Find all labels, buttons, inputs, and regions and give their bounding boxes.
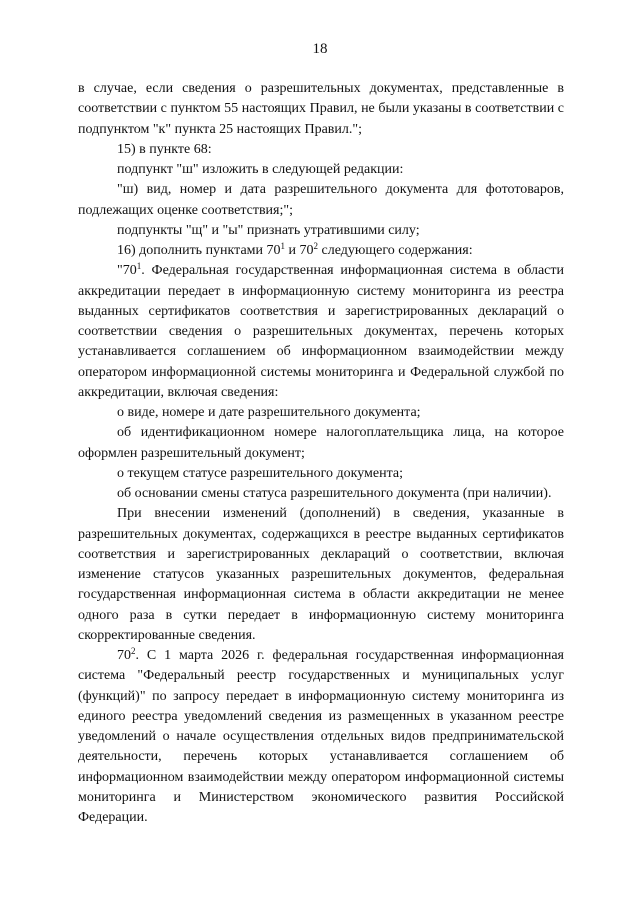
paragraph-info-kind: о виде, номере и дате разрешительного документа; xyxy=(117,405,421,420)
superscript-2: 2 xyxy=(313,241,319,251)
paragraph-70-2 xyxy=(78,646,564,828)
paragraph-info-status-change: об основании смены статуса разрешительного документа (при наличии). xyxy=(117,486,552,501)
paragraph-info-status: о текущем статусе разрешительного документа; xyxy=(117,465,403,481)
paragraph-70-1 xyxy=(78,261,564,403)
paragraph-item-15: 15) в пункте 68: xyxy=(117,141,212,157)
page-number: 18 xyxy=(312,41,328,57)
paragraph-changes: При внесении изменений (дополнений) в сведения, указанные в разрешительных документах, содержащихся в реестре выданных сертификатов соответствия и зарегистрированных деклараций о соответствии, включая изменение статусов указанных разрешительных документов, федеральная государственная информационная система в области аккредитации не менее одного раза в сутки передает в информационную систему мониторинга скорректированные сведения. xyxy=(78,506,564,643)
paragraph-subitem-sh-text: "ш) вид, номер и дата разрешительного документа для фототоваров, подлежащих оценке соответствия;"; xyxy=(78,182,564,218)
paragraph-subitem-sh: подпункт "ш" изложить в следующей редакции: xyxy=(117,162,404,177)
paragraph-item-16 xyxy=(78,241,564,261)
paragraph-70-1-text: . Федеральная государственная информационная система в области аккредитации передает в информационную систему мониторинга из реестра выданных сертификатов соответствия и зарегистрированных деклараций о соответствии сведения о разрешительных документах, перечень которых устанавливается соглашением об информационном взаимодействии между оператором информационной системы мониторинга и Федеральной службой по аккредитации, включая сведения: xyxy=(78,263,564,400)
paragraph-info-inn: об идентификационном номере налогоплательщика лица, на которое оформлен разрешительный документ; xyxy=(78,425,564,461)
paragraph-70-2-number: 70 xyxy=(117,648,131,663)
paragraph-70-1-number: "70 xyxy=(117,263,137,279)
superscript-2: 2 xyxy=(131,646,136,656)
paragraph-item-16-part-3: следующего содержания: xyxy=(318,243,473,258)
paragraph-item-16-part-1: 16) дополнить пунктами 70 xyxy=(117,243,281,258)
paragraph-subitems-invalid: подпункты "щ" и "ы" признать утратившими силу; xyxy=(117,222,420,238)
paragraph-item-16-part-2: и 70 xyxy=(285,243,314,258)
paragraph-70-2-text: . С 1 марта 2026 г. федеральная государственная информационная система "Федеральный реестр государственных и муниципальных услуг (функций)" по запросу передает в информационную систему мониторинга из единого реестра уведомлений сведения из размещенных в указанном реестре уведомлений о начале осуществления отдельных видов предпринимательской деятельности, перечень которых устанавливается соглашением об информационном взаимодействии между оператором информационной системы мониторинга и Министерством экономического развития Российской Федерации. xyxy=(78,648,564,825)
document-body xyxy=(78,79,564,828)
superscript-1: 1 xyxy=(280,241,286,251)
superscript-1: 1 xyxy=(136,261,142,272)
paragraph-intro: в случае, если сведения о разрешительных документах, представленные в соответствии с пунктом 55 настоящих Правил, не были указаны в соответствии с подпунктом "к" пункта 25 настоящих Правил."; xyxy=(78,81,564,137)
